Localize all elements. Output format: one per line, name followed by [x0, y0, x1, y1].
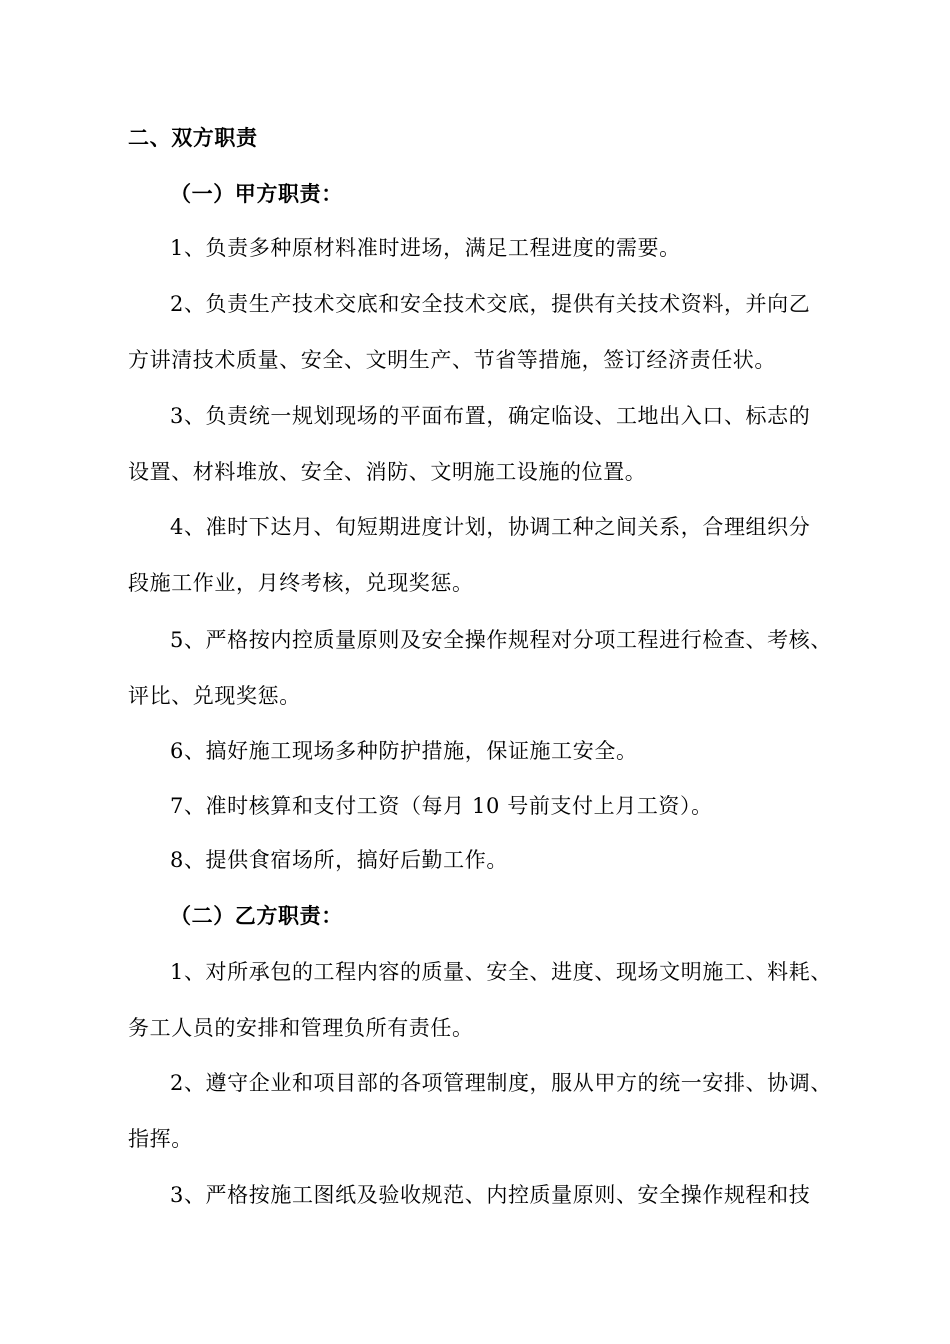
party-a-heading: （一）甲方职责： — [170, 182, 343, 206]
party-b-item-3-line-1: 3、严格按施工图纸及验收规范、内控质量原则、安全操作规程和技 — [170, 1183, 811, 1207]
party-a-item-5-line-2: 评比、兑现奖惩。 — [128, 684, 301, 708]
party-a-item-3-line-2: 设置、材料堆放、安全、消防、文明施工设施的位置。 — [128, 460, 647, 484]
party-a-item-7-line-1: 7、准时核算和支付工资（每月 10 号前支付上月工资）。 — [170, 794, 713, 818]
party-a-item-2-line-1: 2、负责生产技术交底和安全技术交底，提供有关技术资料，并向乙 — [170, 292, 811, 316]
party-a-item-1-line-1: 1、负责多种原材料准时进场，满足工程进度的需要。 — [170, 236, 681, 260]
party-b-heading: （二）乙方职责： — [170, 904, 343, 928]
party-a-item-3-line-1: 3、负责统一规划现场的平面布置，确定临设、工地出入口、标志的 — [170, 404, 811, 428]
party-b-item-1-line-1: 1、对所承包的工程内容的质量、安全、进度、现场文明施工、料耗、 — [170, 960, 832, 984]
party-b-item-2-line-1: 2、遵守企业和项目部的各项管理制度，服从甲方的统一安排、协调、 — [170, 1071, 832, 1095]
party-b-item-2-line-2: 指挥。 — [128, 1127, 193, 1151]
party-a-item-8-line-1: 8、提供食宿场所，搞好后勤工作。 — [170, 848, 508, 872]
party-a-item-4-line-1: 4、准时下达月、旬短期进度计划，协调工种之间关系，合理组织分 — [170, 515, 811, 539]
party-b-item-1-line-2: 务工人员的安排和管理负所有责任。 — [128, 1016, 474, 1040]
party-a-item-2-line-2: 方讲清技术质量、安全、文明生产、节省等措施，签订经济责任状。 — [128, 348, 776, 372]
party-a-item-6-line-1: 6、搞好施工现场多种防护措施，保证施工安全。 — [170, 739, 638, 763]
party-a-item-4-line-2: 段施工作业，月终考核，兑现奖惩。 — [128, 571, 474, 595]
section-title: 二、双方职责 — [128, 126, 258, 150]
party-a-item-5-line-1: 5、严格按内控质量原则及安全操作规程对分项工程进行检查、考核、 — [170, 628, 832, 652]
